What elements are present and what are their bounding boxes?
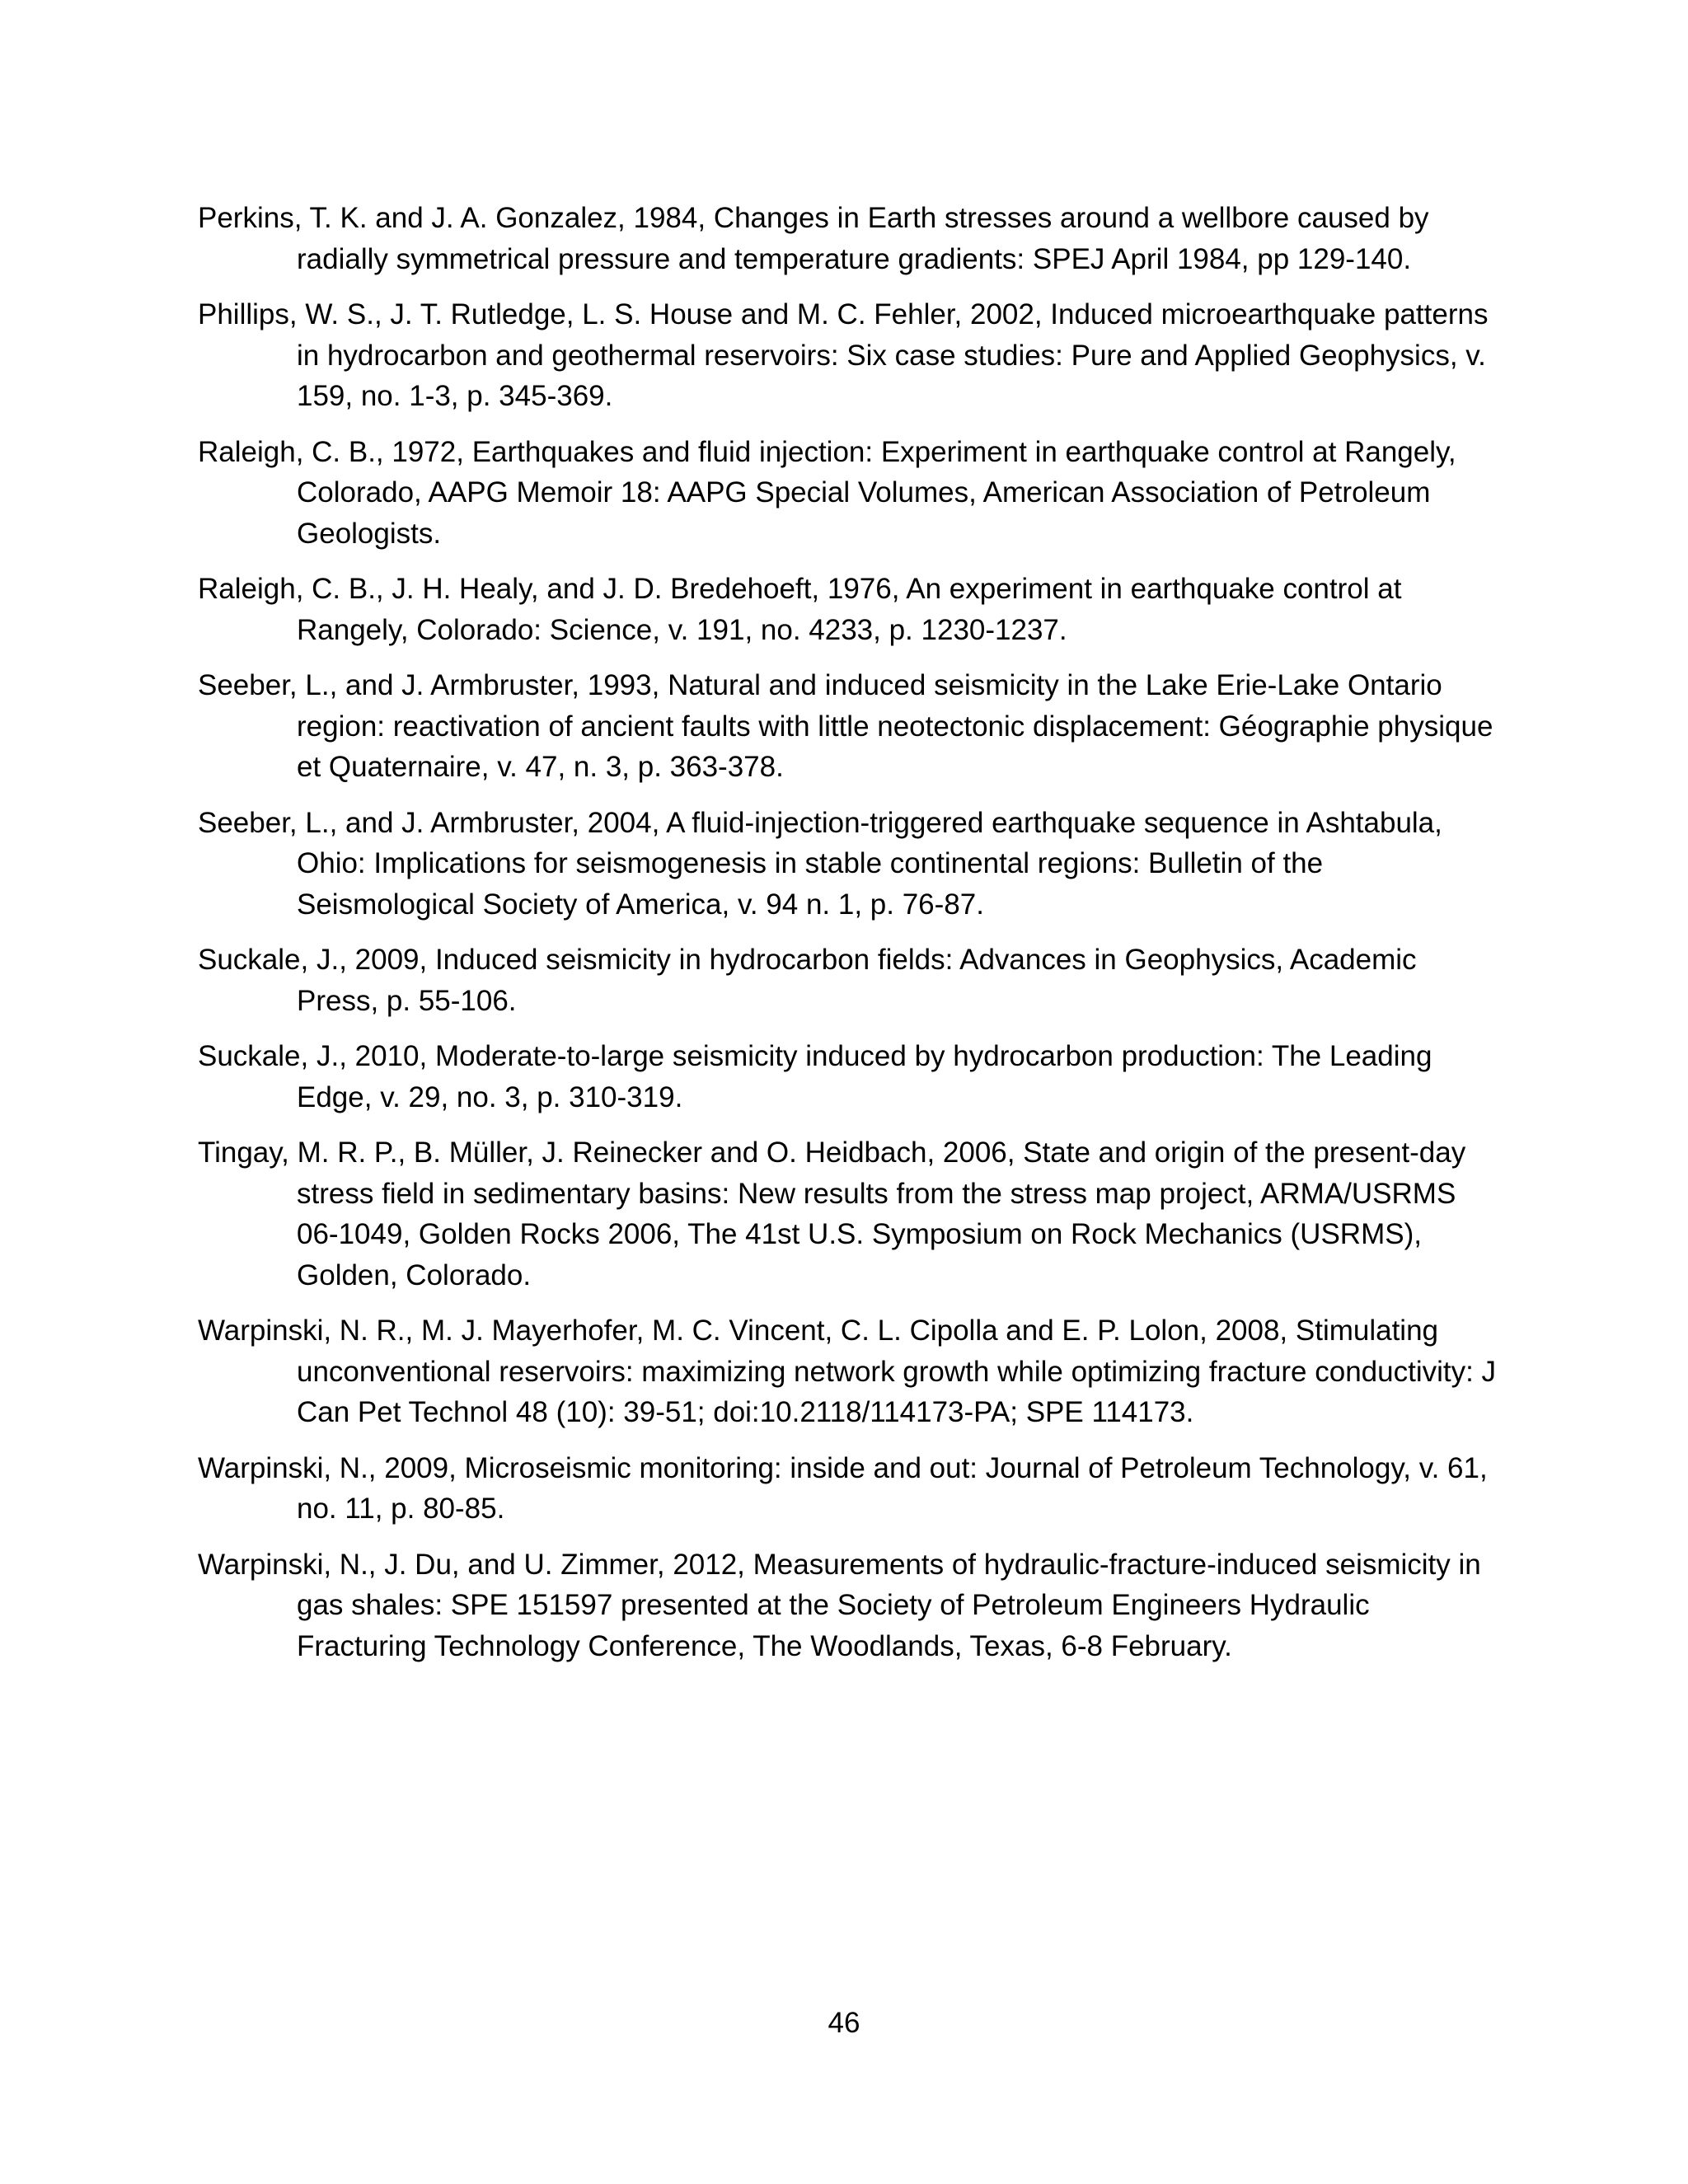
- reference-entry: Perkins, T. K. and J. A. Gonzalez, 1984, Changes in Earth stresses around a wellbore caused by radially symmetrical pressure and temperature gradients: SPEJ April 1984, pp 129-140.: [198, 202, 1429, 275]
- reference-entry: Suckale, J., 2010, Moderate-to-large seismicity induced by hydrocarbon production: The Leading Edge, v. 29, no. 3, p. 310-319.: [198, 1040, 1432, 1113]
- reference-entry: Warpinski, N. R., M. J. Mayerhofer, M. C. Vincent, C. L. Cipolla and E. P. Lolon, 2008, Stimulating unconventional reservoirs: maximizing network growth while optimizing fracture conductivity: J Can Pet Technol 48 (10): 39-51; doi:10.2118/114173-PA; SPE 114173.: [198, 1315, 1497, 1428]
- reference-entry: Warpinski, N., 2009, Microseismic monitoring: inside and out: Journal of Petroleum Technology, v. 61, no. 11, p. 80-85.: [198, 1451, 1488, 1525]
- reference-entry: Raleigh, C. B., 1972, Earthquakes and fluid injection: Experiment in earthquake control at Rangely, Colorado, AAPG Memoir 18: AAPG Special Volumes, American Association of Petroleum Geologists.: [198, 435, 1456, 550]
- reference-entry: Seeber, L., and J. Armbruster, 1993, Natural and induced seismicity in the Lake Erie-Lake Ontario region: reactivation of ancient faults with little neotectonic displacement: Géographie physique et Quaternaire, v. 47, n. 3, p. 363-378.: [198, 669, 1493, 783]
- reference-entry: Suckale, J., 2009, Induced seismicity in hydrocarbon fields: Advances in Geophysics, Academic Press, p. 55-106.: [198, 944, 1417, 1017]
- reference-entry: Phillips, W. S., J. T. Rutledge, L. S. House and M. C. Fehler, 2002, Induced microearthquake patterns in hydrocarbon and geothermal reservoirs: Six case studies: Pure and Applied Geophysics, v. 159, no. 1-3, p. 345-369.: [198, 298, 1489, 412]
- page-number: 46: [828, 2007, 860, 2039]
- reference-entry: Tingay, M. R. P., B. Müller, J. Reinecker and O. Heidbach, 2006, State and origin of the present-day stress field in sedimentary basins: New results from the stress map project, ARMA/USRMS 06-1049, Golden Rocks 2006, The 41st U.S. Symposium on Rock Mechanics (USRMS), Golden, Colorado.: [198, 1137, 1466, 1291]
- reference-list: [198, 198, 1500, 1681]
- reference-entry: Warpinski, N., J. Du, and U. Zimmer, 2012, Measurements of hydraulic-fracture-induced seismicity in gas shales: SPE 151597 presented at the Society of Petroleum Engineers Hydraulic Fracturing Technology Conference, The Woodlands, Texas, 6-8 February.: [198, 1548, 1481, 1662]
- reference-entry: Raleigh, C. B., J. H. Healy, and J. D. Bredehoeft, 1976, An experiment in earthquake control at Rangely, Colorado: Science, v. 191, no. 4233, p. 1230-1237.: [198, 573, 1402, 646]
- reference-entry: Seeber, L., and J. Armbruster, 2004, A fluid-injection-triggered earthquake sequence in Ashtabula, Ohio: Implications for seismogenesis in stable continental regions: Bulletin of the Seismological Society of America, v. 94 n. 1, p. 76-87.: [198, 806, 1442, 921]
